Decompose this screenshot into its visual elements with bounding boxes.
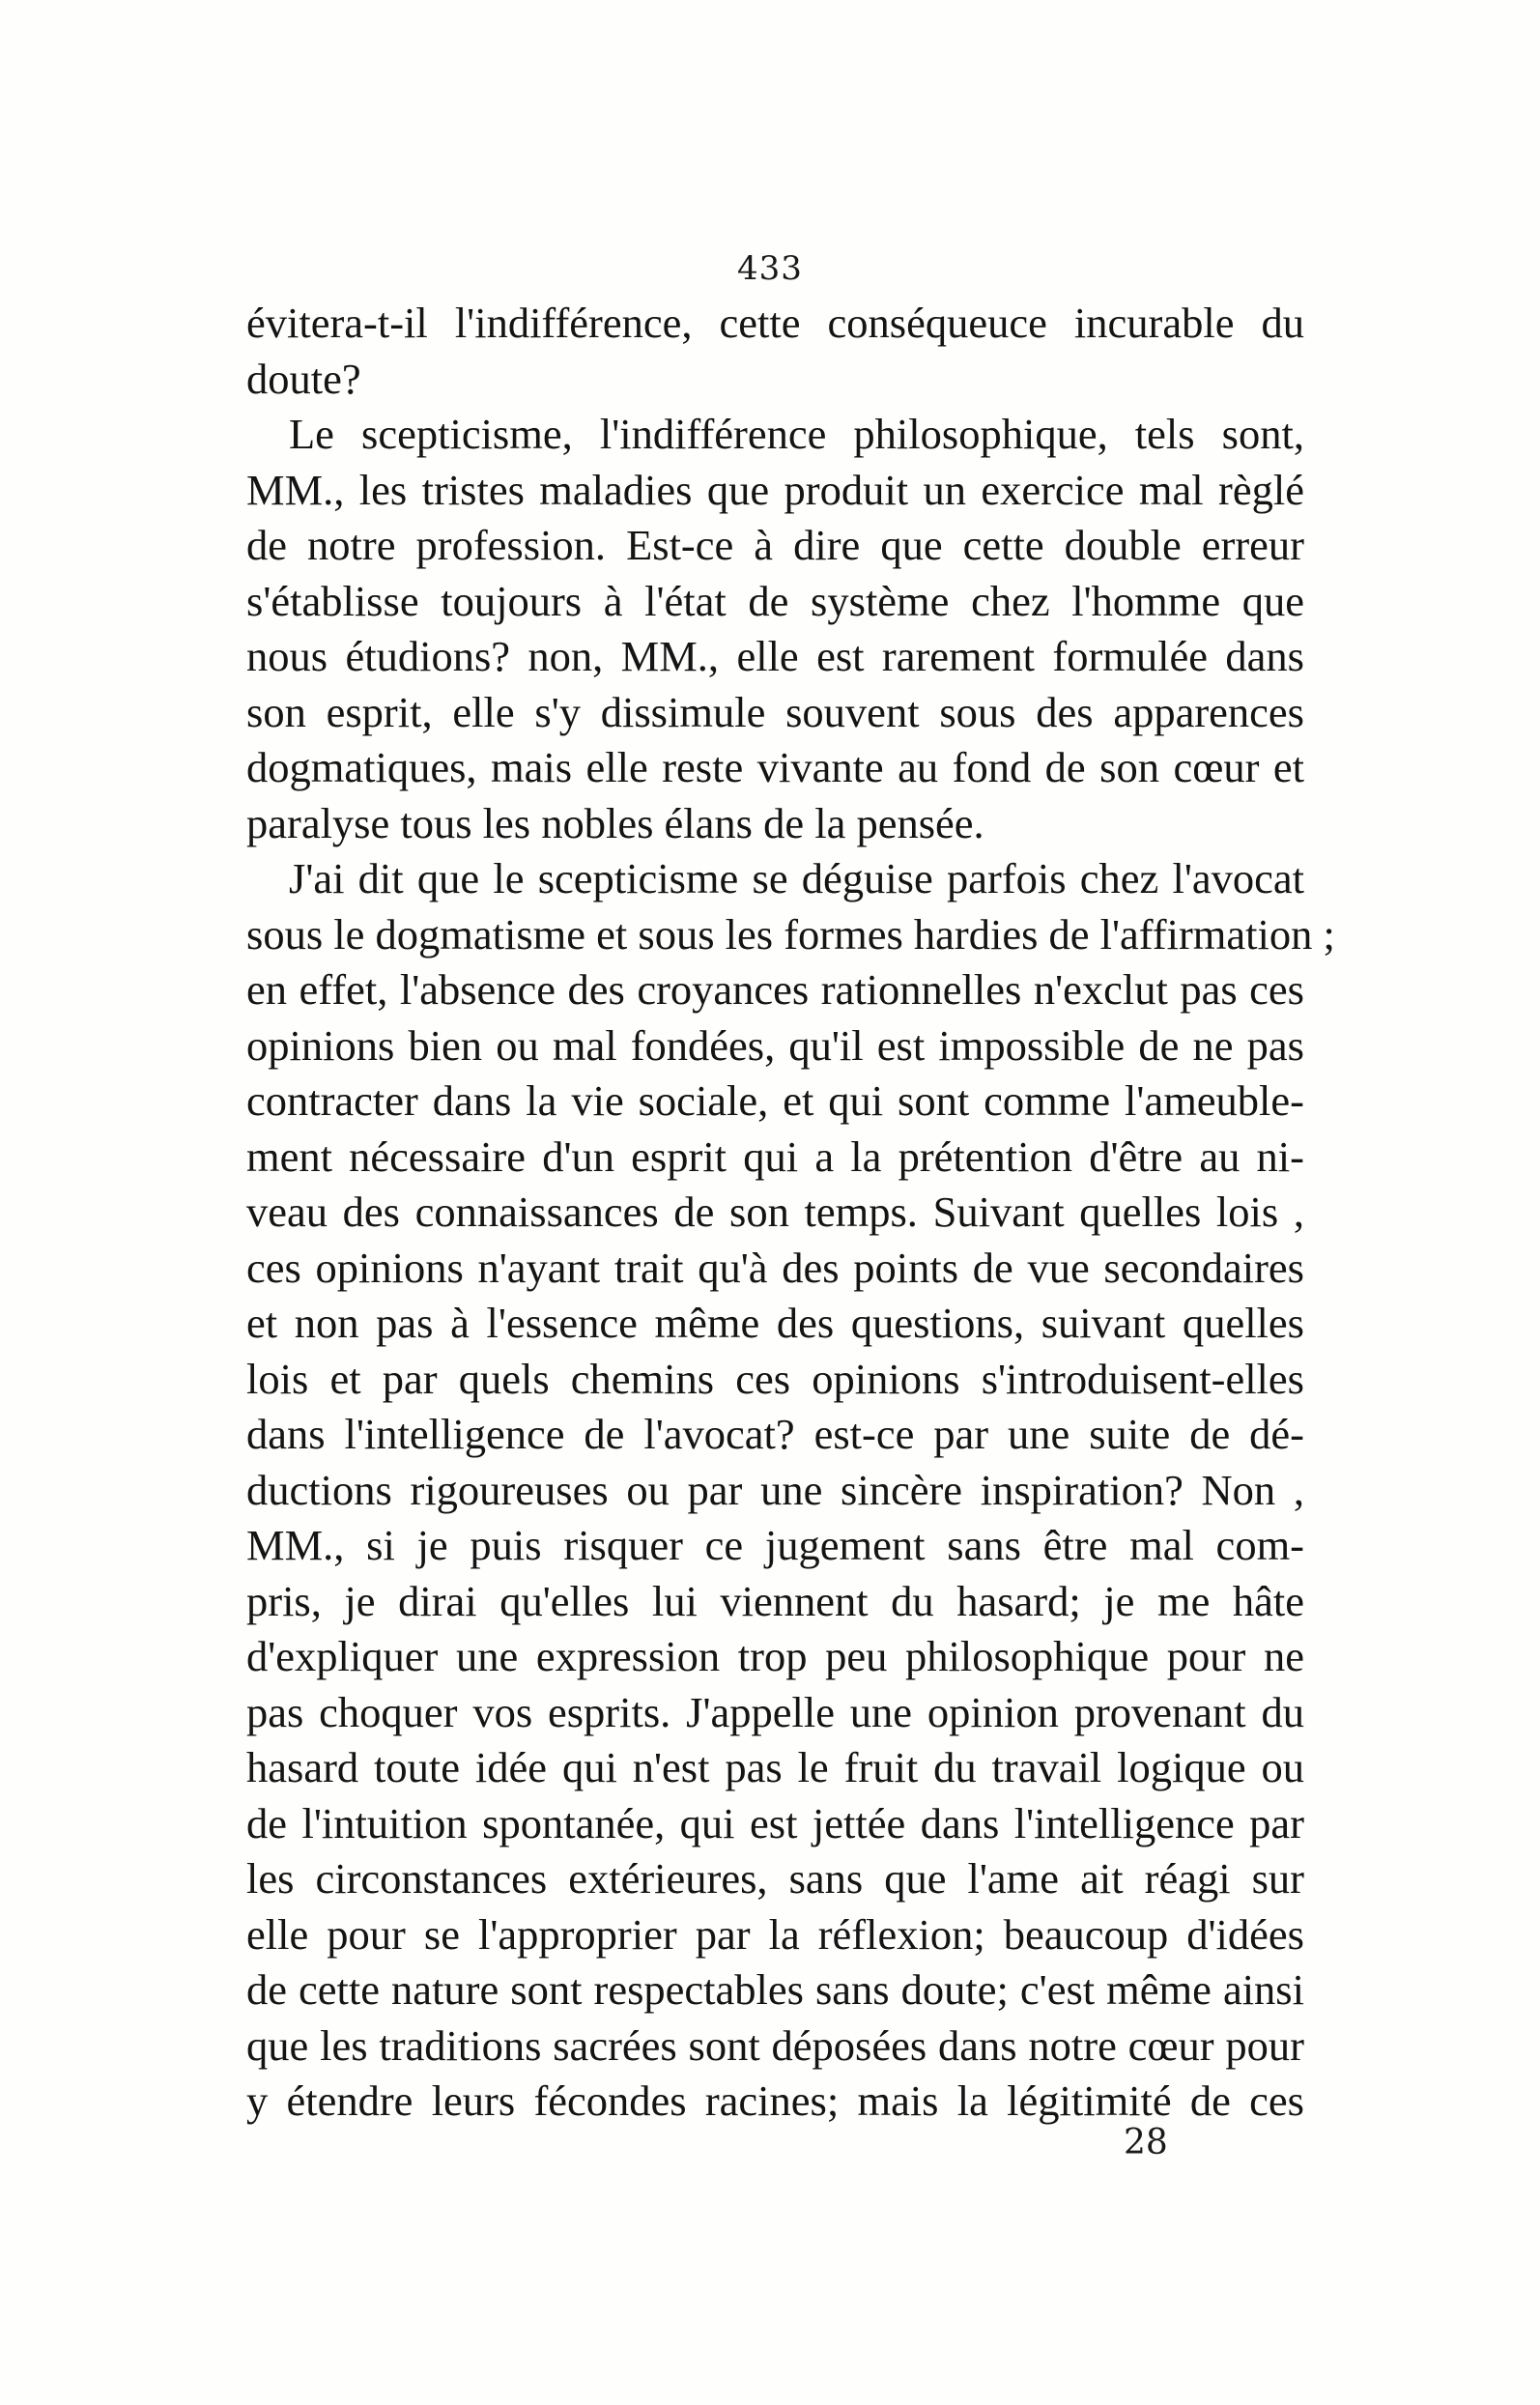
text-line: sous le dogmatisme et sous les formes hardies de l'affirmation ; (246, 909, 1335, 959)
text-line: MM., les tristes maladies que produit un exercice mal règlé (246, 465, 1304, 514)
text-line: Le scepticisme, l'indifférence philosophique, tels sont, (289, 410, 1304, 458)
text-line: dogmatiques, mais elle reste vivante au fond de son cœur et (246, 743, 1304, 791)
text-line: que les traditions sacrées sont déposées dans notre cœur pour (246, 2020, 1304, 2070)
text-line: J'ai dit que le scepticisme se déguise parfois chez l'avocat (289, 854, 1304, 902)
text-line: y étendre leurs fécondes racines; mais la légitimité de ces (246, 2076, 1304, 2125)
text-line: MM., si je puis risquer ce jugement sans être mal com- (246, 1521, 1304, 1569)
text-line: de notre profession. Est-ce à dire que cette double erreur (246, 521, 1304, 569)
text-line: évitera-t-il l'indifférence, cette conséqueuce incurable du (246, 299, 1304, 347)
text-line: veau des connaissances de son temps. Suivant quelles lois , (246, 1188, 1304, 1236)
page-number: 433 (737, 249, 803, 288)
text-line: les circonstances extérieures, sans que l'ame ait réagi sur (246, 1854, 1304, 1903)
text-line: pris, je dirai qu'elles lui viennent du hasard; je me hâte (246, 1576, 1304, 1625)
signature-mark: 28 (1124, 2123, 1168, 2162)
text-line: ces opinions n'ayant trait qu'à des points de vue secondaires (246, 1243, 1304, 1292)
text-line: contracter dans la vie sociale, et qui sont comme l'ameuble- (246, 1076, 1304, 1125)
text-line: nous étudions? non, MM., elle est rarement formulée dans (246, 632, 1304, 680)
text-line: elle pour se l'approprier par la réflexion; beaucoup d'idées (246, 1909, 1304, 1959)
text-line: dans l'intelligence de l'avocat? est-ce par une suite de dé- (246, 1410, 1304, 1458)
text-line: d'expliquer une expression trop peu philosophique pour ne (246, 1632, 1304, 1680)
text-line: en effet, l'absence des croyances rationnelles n'exclut pas ces (246, 965, 1304, 1014)
text-line: hasard toute idée qui n'est pas le fruit du travail logique ou (246, 1743, 1304, 1791)
text-line: pas choquer vos esprits. J'appelle une opinion provenant du (246, 1687, 1304, 1736)
text-line: ductions rigoureuses ou par une sincère inspiration? Non , (246, 1465, 1304, 1514)
text-line: lois et par quels chemins ces opinions s'introduisent-elles (246, 1354, 1304, 1403)
text-line: opinions bien ou mal fondées, qu'il est impossible de ne pas (246, 1020, 1304, 1070)
text-line: son esprit, elle s'y dissimule souvent sous des apparences (246, 687, 1304, 736)
text-line: de l'intuition spontanée, qui est jettée dans l'intelligence par (246, 1798, 1304, 1847)
text-line: paralyse tous les nobles élans de la pensée. (246, 798, 984, 847)
text-line: de cette nature sont respectables sans doute; c'est même ainsi (246, 1965, 1304, 2014)
text-line: et non pas à l'essence même des questions, suivant quelles (246, 1299, 1304, 1347)
text-line: doute? (246, 354, 361, 403)
body-text (246, 296, 1335, 2130)
text-line: ment nécessaire d'un esprit qui a la prétention d'être au ni- (246, 1131, 1304, 1181)
text-line: s'établisse toujours à l'état de système chez l'homme que (246, 576, 1304, 625)
